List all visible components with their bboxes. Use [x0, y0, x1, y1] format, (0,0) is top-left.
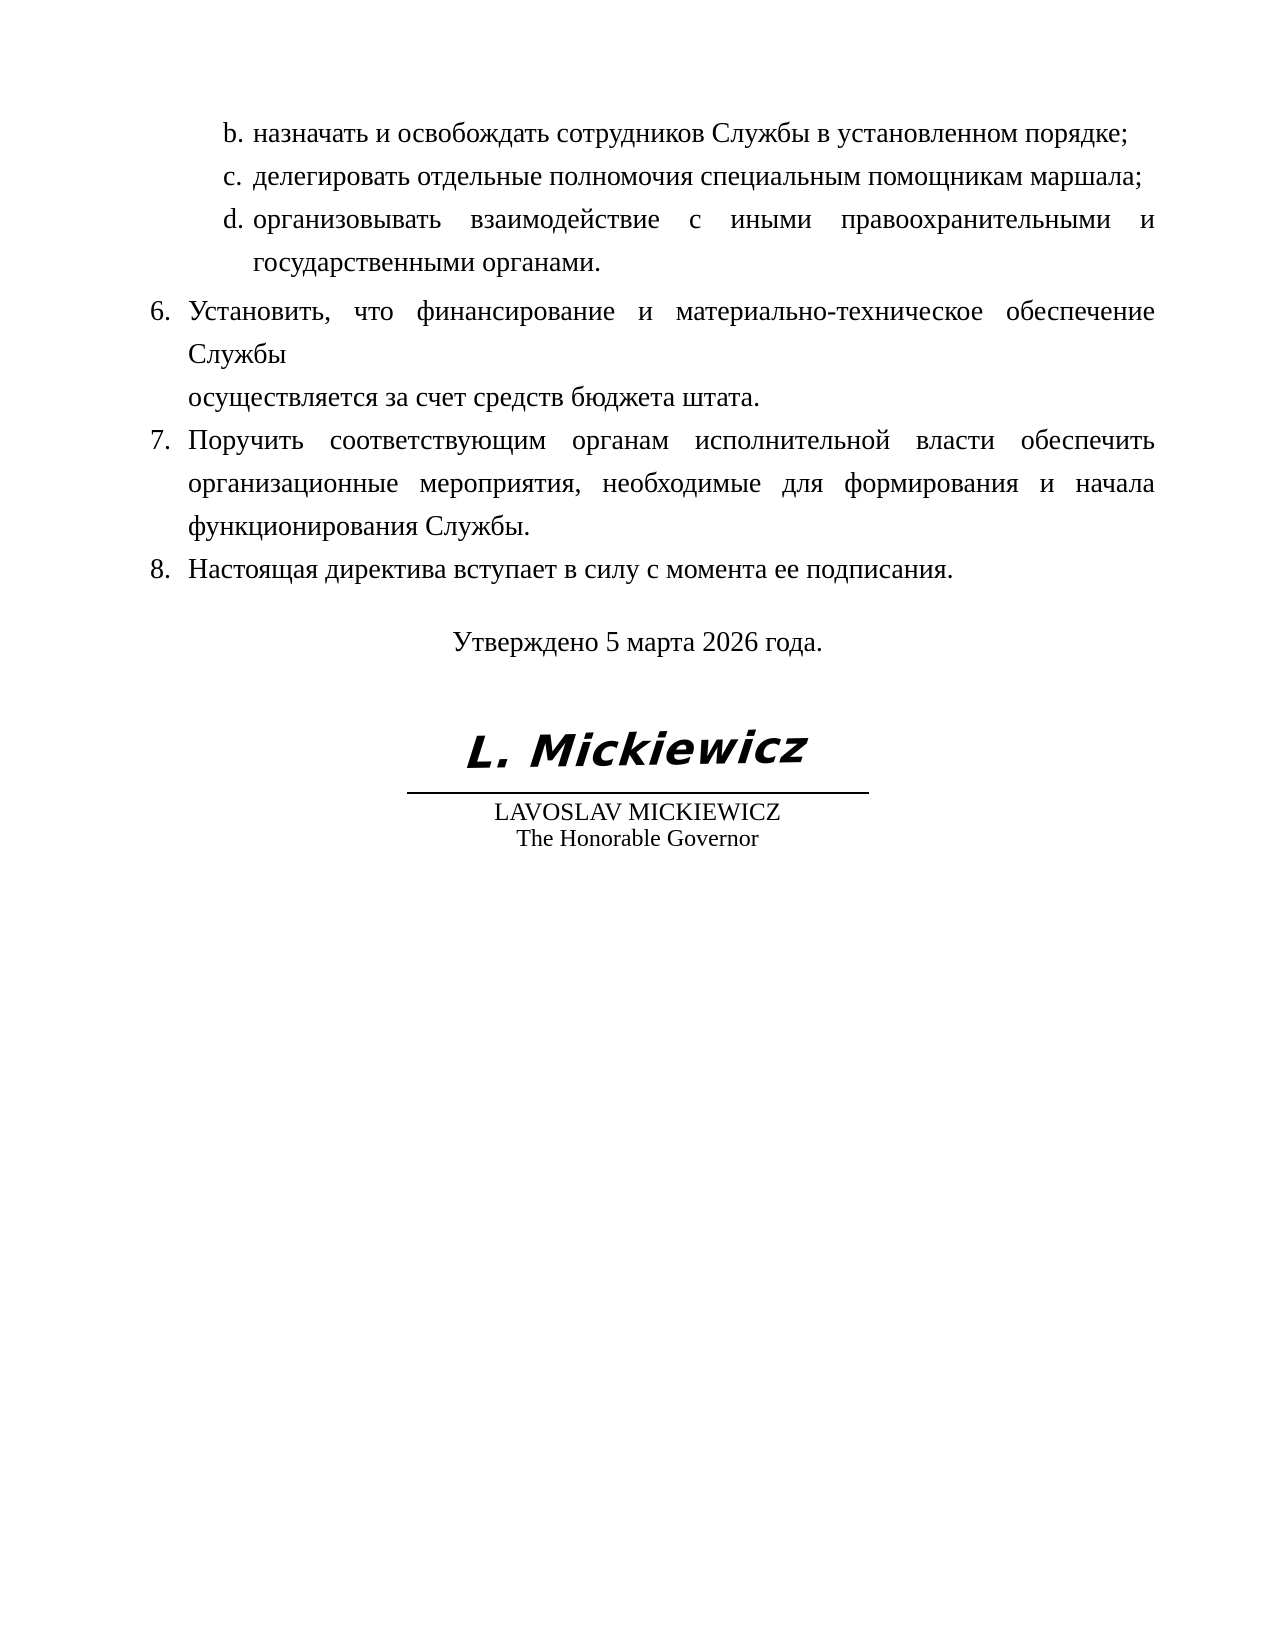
signatory-title: The Honorable Governor [516, 826, 759, 852]
numbered-item-6 [150, 290, 1155, 419]
text-line: Поручить соответствующим органам исполнительной власти обеспечить [188, 425, 1155, 456]
signature-script: L. Mickiewicz [464, 722, 811, 779]
text-line: Установить, что финансирование и материально-техническое обеспечение Службы [188, 296, 1155, 370]
text-line: назначать и освобождать сотрудников Службы в установленном порядке; [253, 118, 1129, 149]
text-line: организационные мероприятия, необходимые для формирования и начала [188, 468, 1155, 499]
item-marker: d. [223, 204, 244, 235]
text-line: осуществляется за счет средств бюджета штата. [188, 382, 761, 413]
item-marker: c. [223, 161, 243, 192]
signature-block [0, 716, 1275, 852]
text-line: государственными органами. [253, 247, 602, 278]
numbered-list [150, 290, 1155, 591]
letter-item-b [150, 112, 1155, 155]
signatory-name: LAVOSLAV MICKIEWICZ [494, 799, 781, 826]
item-marker: b. [223, 118, 244, 149]
letter-item-d [150, 198, 1155, 284]
signature-rule-line [407, 792, 869, 794]
letter-item-c [150, 155, 1155, 198]
text-line: функционирования Службы. [188, 511, 531, 542]
item-marker: 7. [150, 425, 171, 456]
text-line: Настоящая директива вступает в силу с момента ее подписания. [188, 554, 954, 585]
item-marker: 8. [150, 554, 171, 585]
letter-list [150, 112, 1155, 284]
approval-date-line: Утверждено 5 марта 2026 года. [452, 627, 823, 658]
numbered-item-7 [150, 419, 1155, 548]
signature-section [0, 621, 1275, 852]
document-body [150, 0, 1155, 591]
item-marker: 6. [150, 296, 171, 327]
numbered-item-8 [150, 548, 1155, 591]
text-line: организовывать взаимодействие с иными правоохранительными и [253, 204, 1155, 235]
text-line: делегировать отдельные полномочия специальным помощникам маршала; [253, 161, 1143, 192]
